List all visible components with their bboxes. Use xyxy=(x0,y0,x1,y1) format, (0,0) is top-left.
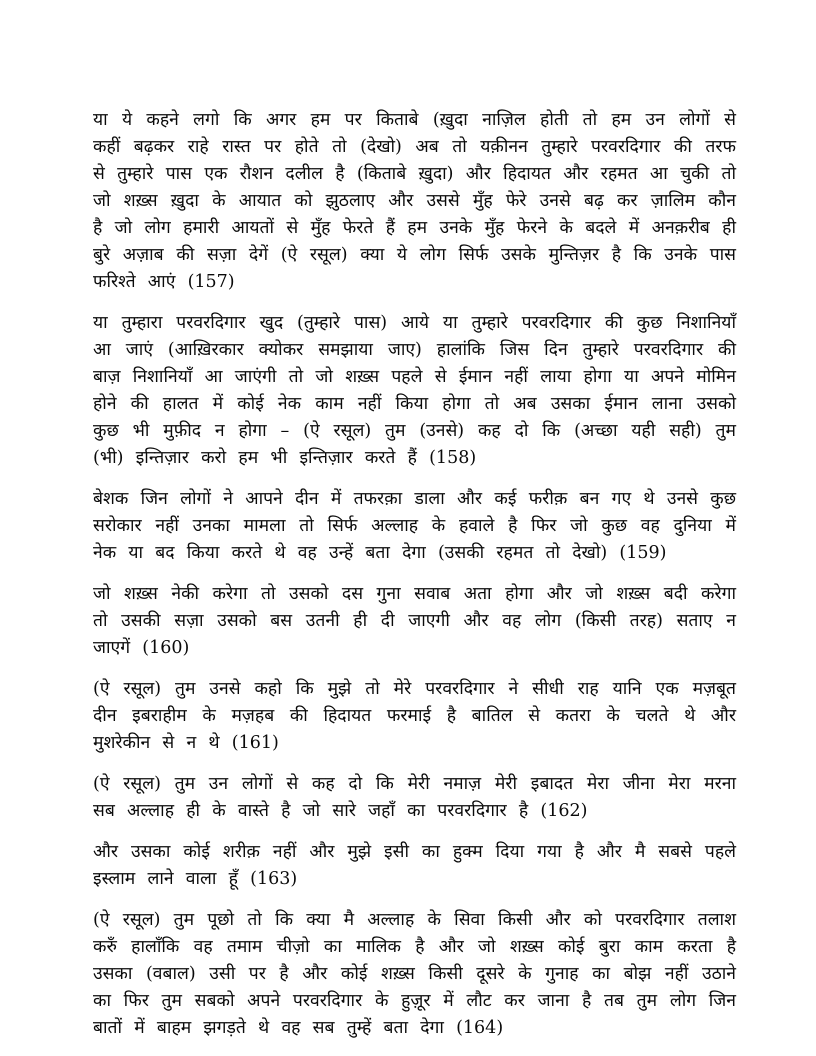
paragraph-verse-164: (ऐ रसूल) तुम पूछो तो कि क्या मै अल्लाह के सिवा किसी और को परवरदिगार तलाश करुँ हालाँकि वह तमाम चीज़ो का मालिक है और जो शख़्स कोई बुरा काम करता है उसका (वबाल) उसी पर है और कोई शख़्स किसी दूसरे के गुनाह का बोझ नहीं उठाने का फिर तुम सबको अपने परवरदिगार के हुज़ूर में लौट कर जाना है तब तुम लोग जिन बातों में बाहम झगड़ते थे वह सब तुम्हें बता देगा (164) xyxy=(93,910,736,1038)
paragraph-verse-157: या ये कहने लगो कि अगर हम पर किताबे (ख़ुदा नाज़िल होती तो हम उन लोगों से कहीं बढ़कर राहे रास्त पर होते तो (देखो) अब तो यक़ीनन तुम्हारे परवरदिगार की तरफ से तुम्हारे पास एक रौशन दलील है (किताबे ख़ुदा) और हिदायत और रहमत आ चुकी तो जो शख़्स ख़ुदा के आयात को झुठलाए और उससे मुँह फेरे उनसे बढ़ कर ज़ालिम कौन है जो लोग हमारी आयतों से मुँह फेरते हैं हम उनके मुँह फेरने के बदले में अनक़रीब ही बुरे अज़ाब की सज़ा देगें (ऐ रसूल) क्या ये लोग सिर्फ उसके मुन्तिज़र है कि उनके पास फरिश्ते आएं (157) xyxy=(93,110,736,292)
text-block xyxy=(93,107,736,1056)
paragraph-verse-158: या तुम्हारा परवरदिगार खुद (तुम्हारे पास) आये या तुम्हारे परवरदिगार की कुछ निशानियाँ आ जाएं (आख़िरकार क्योकर समझाया जाए) हालांकि जिस दिन तुम्हारे परवरदिगार की बाज़ निशानियाँ आ जाएंगी तो जो शख़्स पहले से ईमान नहीं लाया होगा या अपने मोमिन होने की हालत में कोई नेक काम नहीं किया होगा तो अब उसका ईमान लाना उसको कुछ भी मुफ़ीद न होगा – (ऐ रसूल) तुम (उनसे) कह दो कि (अच्छा यही सही) तुम (भी) इन्तिज़ार करो हम भी इन्तिज़ार करते हैं (158) xyxy=(93,313,736,468)
paragraph-verse-159: बेशक जिन लोगों ने आपने दीन में तफरक़ा डाला और कई फरीक़ बन गए थे उनसे कुछ सरोकार नहीं उनका मामला तो सिर्फ अल्लाह के हवाले है फिर जो कुछ वह दुनिया में नेक या बद किया करते थे वह उन्हें बता देगा (उसकी रहमत तो देखो) (159) xyxy=(93,489,736,563)
paragraph-verse-160: जो शख़्स नेकी करेगा तो उसको दस गुना सवाब अता होगा और जो शख़्स बदी करेगा तो उसकी सज़ा उसको बस उतनी ही दी जाएगी और वह लोग (किसी तरह) सताए न जाएगें (160) xyxy=(93,584,736,658)
paragraph-verse-162: (ऐ रसूल) तुम उन लोगों से कह दो कि मेरी नमाज़ मेरी इबादत मेरा जीना मेरा मरना सब अल्लाह ही के वास्ते है जो सारे जहाँ का परवरदिगार है (162) xyxy=(93,774,736,821)
paragraph-verse-163: और उसका कोई शरीक़ नहीं और मुझे इसी का हुक्म दिया गया है और मै सबसे पहले इस्लाम लाने वाला हूँ (163) xyxy=(93,842,736,889)
paragraph-verse-161: (ऐ रसूल) तुम उनसे कहो कि मुझे तो मेरे परवरदिगार ने सीधी राह यानि एक मज़बूत दीन इबराहीम के मज़हब की हिदायत फरमाई है बातिल से कतरा के चलते थे और मुशरेकीन से न थे (161) xyxy=(93,679,736,753)
